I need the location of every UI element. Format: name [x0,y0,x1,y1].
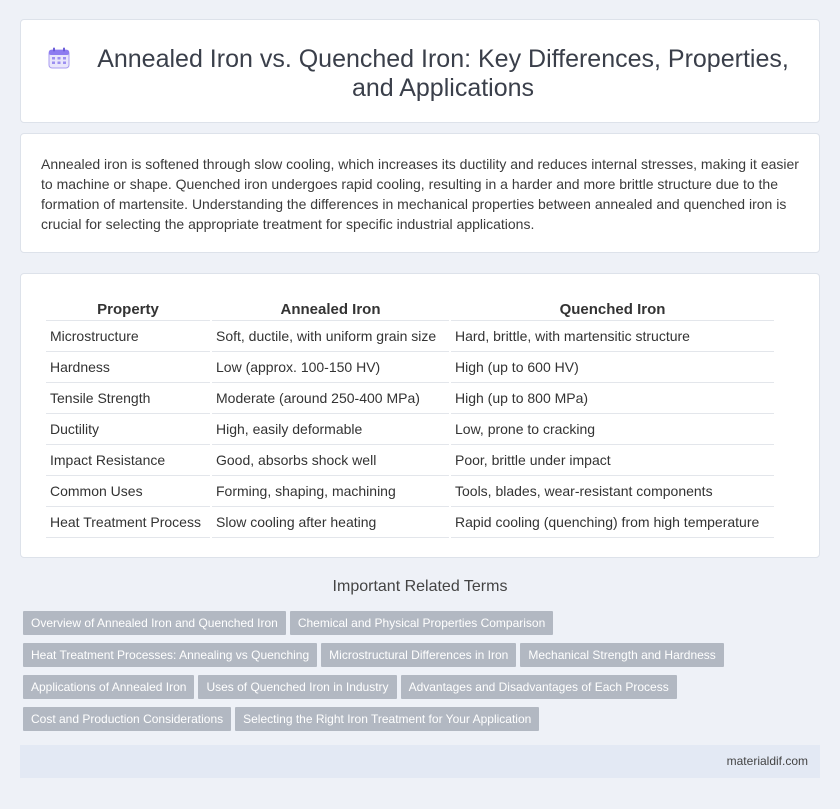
related-tag[interactable]: Selecting the Right Iron Treatment for Your Application [235,707,539,731]
header-card [20,19,820,123]
related-tags-row [23,675,823,699]
column-header-property: Property [46,293,210,321]
table-cell-quenched: Rapid cooling (quenching) from high temperature [451,507,774,538]
column-header-annealed: Annealed Iron [212,293,449,321]
table-row [46,414,774,445]
intro-card [20,133,820,253]
table-cell-quenched: Hard, brittle, with martensitic structure [451,321,774,352]
table-row [46,445,774,476]
table-cell-annealed: Slow cooling after heating [212,507,449,538]
table-cell-quenched: Low, prone to cracking [451,414,774,445]
table-cell-quenched: Poor, brittle under impact [451,445,774,476]
table-cell-annealed: Moderate (around 250-400 MPa) [212,383,449,414]
table-cell-property: Hardness [46,352,210,383]
page-title-text: Annealed Iron vs. Quenched Iron: Key Differences, Properties, and Applications [97,45,789,102]
related-tag[interactable]: Uses of Quenched Iron in Industry [198,675,396,699]
related-tags-row [23,707,823,731]
related-tag[interactable]: Applications of Annealed Iron [23,675,194,699]
table-row [46,321,774,352]
comparison-table [44,293,776,538]
related-tag[interactable]: Heat Treatment Processes: Annealing vs Quenching [23,643,317,667]
table-row [46,352,774,383]
column-header-quenched: Quenched Iron [451,293,774,321]
table-row [46,476,774,507]
calendar-icon [48,47,70,69]
related-tags-row [23,643,823,667]
table-cell-property: Microstructure [46,321,210,352]
table-cell-property: Impact Resistance [46,445,210,476]
related-tag[interactable]: Advantages and Disadvantages of Each Process [401,675,677,699]
footer-bar [20,745,820,778]
table-cell-property: Tensile Strength [46,383,210,414]
table-row [46,507,774,538]
table-header-row [46,293,774,321]
table-cell-property: Common Uses [46,476,210,507]
table-cell-property: Ductility [46,414,210,445]
table-cell-quenched: Tools, blades, wear-resistant components [451,476,774,507]
comparison-table-card [20,273,820,558]
table-cell-quenched: High (up to 600 HV) [451,352,774,383]
intro-paragraph: Annealed iron is softened through slow cooling, which increases its ductility and reduces internal stresses, making it easier to machine or shape. Quenched iron undergoes rapid cooling, resulting in a harder and more brittle structure due to the formation of martensite. Understanding the differences in mechanical properties between annealed and quenched iron is crucial for selecting the appropriate treatment for specific industrial applications. [41,156,799,232]
table-cell-property: Heat Treatment Process [46,507,210,538]
related-tag[interactable]: Chemical and Physical Properties Comparison [290,611,553,635]
related-tag[interactable]: Microstructural Differences in Iron [321,643,516,667]
table-cell-annealed: Good, absorbs shock well [212,445,449,476]
page-title [50,45,790,103]
table-cell-quenched: High (up to 800 MPa) [451,383,774,414]
table-cell-annealed: High, easily deformable [212,414,449,445]
related-terms-heading: Important Related Terms [332,578,508,595]
related-tag[interactable]: Cost and Production Considerations [23,707,231,731]
related-tags-row [23,611,823,635]
table-row [46,383,774,414]
footer-source[interactable]: materialdif.com [726,754,808,768]
table-cell-annealed: Forming, shaping, machining [212,476,449,507]
related-tag[interactable]: Overview of Annealed Iron and Quenched Iron [23,611,286,635]
related-tag[interactable]: Mechanical Strength and Hardness [520,643,723,667]
table-cell-annealed: Low (approx. 100-150 HV) [212,352,449,383]
table-cell-annealed: Soft, ductile, with uniform grain size [212,321,449,352]
